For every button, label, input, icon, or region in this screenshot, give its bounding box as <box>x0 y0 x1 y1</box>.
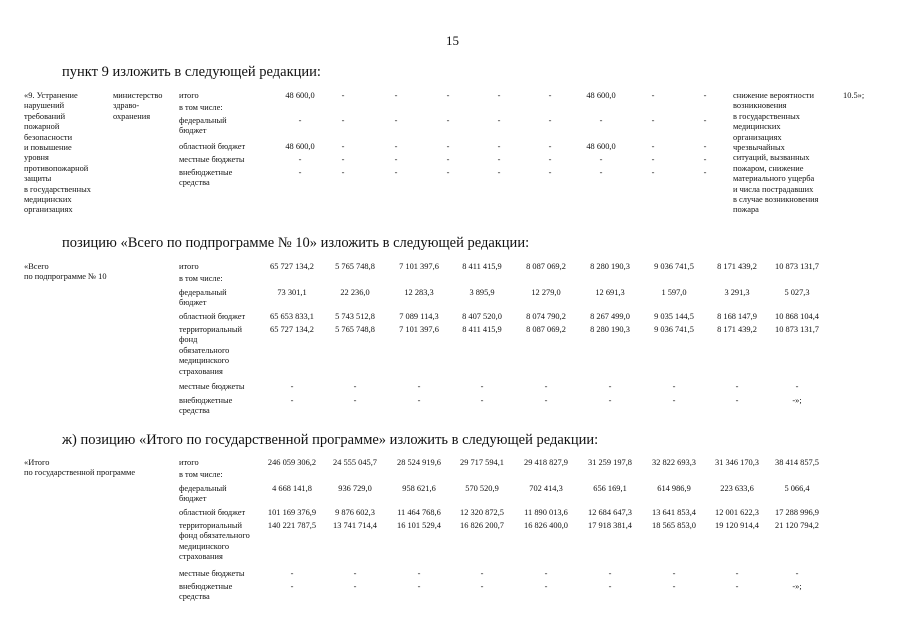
table-cell-value: 4 668 141,8 <box>272 484 312 493</box>
table-cell-value: 16 826 400,0 <box>524 521 568 530</box>
table-cell-value: - <box>290 396 294 405</box>
table-cell-value: - <box>480 569 484 578</box>
table-cell-value: - <box>599 155 603 164</box>
table-cell-value: 570 520,9 <box>465 484 499 493</box>
table-cell-value: - <box>735 396 739 405</box>
table-cell-value: - <box>353 396 357 405</box>
table-cell-value: - <box>446 116 450 125</box>
table-cell-value: - <box>341 91 345 100</box>
table-cell-value: - <box>651 116 655 125</box>
table-cell-value: - <box>341 142 345 151</box>
table-cell-value: 65 653 833,1 <box>270 312 314 321</box>
table-cell-value: 140 221 787,5 <box>267 521 317 530</box>
table-cell-value: 5 027,3 <box>784 288 810 297</box>
funding-source-label: федеральный бюджет <box>179 288 227 308</box>
table-cell-value: 9 876 602,3 <box>335 508 375 517</box>
page-number: 15 <box>446 33 459 48</box>
table-cell-value: - <box>548 116 552 125</box>
table-cell-value: 16 826 200,7 <box>460 521 504 530</box>
table-cell-value: - <box>394 116 398 125</box>
table-cell-value: 5 765 748,8 <box>335 262 375 271</box>
table-cell-value: - <box>353 382 357 391</box>
funding-source-label: итого <box>179 91 199 100</box>
table-cell-value: - <box>599 168 603 177</box>
table-cell-value: - <box>548 155 552 164</box>
table-cell-value: - <box>417 569 421 578</box>
table-cell-value: 9 036 741,5 <box>654 325 694 334</box>
table-cell-value: - <box>497 168 501 177</box>
funding-source-label: областной бюджет <box>179 508 246 517</box>
table-cell-value: 12 001 622,3 <box>715 508 759 517</box>
table-cell-value: 19 120 914,4 <box>715 521 759 530</box>
table-cell-value: 702 414,3 <box>529 484 563 493</box>
table-cell-value: - <box>672 382 676 391</box>
table-cell-value: - <box>341 116 345 125</box>
table-cell-value: 8 171 439,2 <box>717 262 757 271</box>
table-cell-value: 9 036 741,5 <box>654 262 694 271</box>
table-cell-value: 11 890 013,6 <box>524 508 568 517</box>
table-cell-value: 16 101 529,4 <box>397 521 441 530</box>
table-cell-value: - <box>672 569 676 578</box>
table-cell-value: 8 267 499,0 <box>590 312 630 321</box>
table-cell-value: 8 168 147,9 <box>717 312 757 321</box>
funding-source-label: территориальный фонд обязательного медицинского страхования <box>179 325 243 376</box>
table-cell-value: - <box>735 382 739 391</box>
table-cell-value: 48 600,0 <box>285 91 315 100</box>
table-cell-value: 12 691,3 <box>595 288 625 297</box>
funding-source-label: областной бюджет <box>179 142 246 151</box>
table-cell-value: 31 259 197,8 <box>588 458 632 467</box>
funding-source-label: областной бюджет <box>179 312 246 321</box>
table-cell-value: - <box>703 91 707 100</box>
table-cell-value: 8 280 190,3 <box>590 325 630 334</box>
table-cell-value: - <box>290 382 294 391</box>
table-cell-value: 8 074 790,2 <box>526 312 566 321</box>
table-cell-value: 48 600,0 <box>586 142 616 151</box>
table-cell-value: 10 873 131,7 <box>775 325 819 334</box>
table-cell-value: - <box>446 142 450 151</box>
item-9-result: снижение вероятности возникновения в государственных медицинских организациях чрезвычайных ситуаций, вызванных пожаром, снижение материального ущерба и числа пострадавших в случае возникновения пожара <box>733 91 819 215</box>
table-cell-value: 10 868 104,4 <box>775 312 819 321</box>
table-cell-value: - <box>608 382 612 391</box>
table-cell-value: 22 236,0 <box>340 288 370 297</box>
table-cell-value: - <box>544 582 548 591</box>
funding-source-label: в том числе: <box>179 103 223 112</box>
table-cell-value: 48 600,0 <box>285 142 315 151</box>
program-total-name: «Итого по государственной программе <box>24 458 136 478</box>
subprogram-10-name: «Всего по подпрограмме № 10 <box>24 262 107 282</box>
table-cell-value: 12 283,3 <box>404 288 434 297</box>
table-cell-value: 24 555 045,7 <box>333 458 377 467</box>
funding-source-label: внебюджетные средства <box>179 396 233 416</box>
table-cell-value: - <box>735 569 739 578</box>
table-cell-value: - <box>548 91 552 100</box>
table-cell-value: 8 411 415,9 <box>462 262 502 271</box>
table-cell-value: - <box>795 569 799 578</box>
table-cell-value: 8 087 069,2 <box>526 325 566 334</box>
table-cell-value: 11 464 768,6 <box>397 508 441 517</box>
table-cell-value: - <box>446 91 450 100</box>
table-cell-value: 12 279,0 <box>531 288 561 297</box>
table-cell-value: 7 089 114,3 <box>399 312 439 321</box>
funding-source-label: местные бюджеты <box>179 382 245 391</box>
table-cell-value: - <box>341 155 345 164</box>
item-9-indicator: 10.5»; <box>843 91 865 100</box>
table-cell-value: - <box>446 168 450 177</box>
table-cell-value: - <box>394 155 398 164</box>
table-cell-value: - <box>480 582 484 591</box>
section-heading-program-total: ж) позицию «Итого по государственной программе» изложить в следующей редакции: <box>62 432 599 448</box>
table-cell-value: 3 895,9 <box>469 288 495 297</box>
table-cell-value: 18 565 853,0 <box>652 521 696 530</box>
table-cell-value: 5 765 748,8 <box>335 325 375 334</box>
table-cell-value: 8 087 069,2 <box>526 262 566 271</box>
table-cell-value: 65 727 134,2 <box>270 262 314 271</box>
table-cell-value: 17 918 381,4 <box>588 521 632 530</box>
table-cell-value: 21 120 794,2 <box>775 521 819 530</box>
table-cell-value: - <box>672 582 676 591</box>
table-cell-value: 48 600,0 <box>586 91 616 100</box>
table-cell-value: - <box>298 168 302 177</box>
funding-source-label: итого <box>179 262 199 271</box>
table-cell-value: - <box>394 142 398 151</box>
table-cell-value: 17 288 996,9 <box>775 508 819 517</box>
table-cell-value: 5 066,4 <box>784 484 810 493</box>
table-cell-value: 29 717 594,1 <box>460 458 504 467</box>
table-cell-value: 614 986,9 <box>657 484 691 493</box>
table-cell-value: - <box>651 155 655 164</box>
table-cell-value: - <box>290 582 294 591</box>
table-cell-value: - <box>703 142 707 151</box>
table-cell-value: - <box>497 116 501 125</box>
table-cell-value: - <box>703 155 707 164</box>
table-cell-value: - <box>651 142 655 151</box>
table-cell-value: 12 684 647,3 <box>588 508 632 517</box>
table-cell-value: - <box>608 569 612 578</box>
table-cell-value: - <box>608 396 612 405</box>
table-cell-value: 8 407 520,0 <box>462 312 502 321</box>
table-cell-value: -»; <box>792 582 802 591</box>
table-cell-value: - <box>480 396 484 405</box>
table-cell-value: 101 169 376,9 <box>267 508 317 517</box>
section-heading-subprogram-10: позицию «Всего по подпрограмме № 10» изложить в следующей редакции: <box>62 235 530 251</box>
table-cell-value: - <box>298 155 302 164</box>
funding-source-label: внебюджетные средства <box>179 168 233 188</box>
table-cell-value: 936 729,0 <box>338 484 372 493</box>
table-cell-value: 31 346 170,3 <box>715 458 759 467</box>
table-cell-value: 65 727 134,2 <box>270 325 314 334</box>
table-cell-value: 9 035 144,5 <box>654 312 694 321</box>
table-cell-value: -»; <box>792 396 802 405</box>
funding-source-label: федеральный бюджет <box>179 484 227 504</box>
funding-source-label: в том числе: <box>179 274 223 283</box>
table-cell-value: - <box>480 382 484 391</box>
table-cell-value: 7 101 397,6 <box>399 325 439 334</box>
funding-source-label: итого <box>179 458 199 467</box>
table-cell-value: - <box>497 91 501 100</box>
table-cell-value: - <box>341 168 345 177</box>
table-cell-value: - <box>651 168 655 177</box>
table-cell-value: 38 414 857,5 <box>775 458 819 467</box>
table-cell-value: 958 621,6 <box>402 484 436 493</box>
table-cell-value: 8 411 415,9 <box>462 325 502 334</box>
section-heading-item-9: пункт 9 изложить в следующей редакции: <box>62 64 321 80</box>
table-cell-value: - <box>497 155 501 164</box>
table-cell-value: - <box>544 396 548 405</box>
funding-source-label: федеральный бюджет <box>179 116 227 136</box>
funding-source-label: территориальный фонд обязательного медицинского страхования <box>179 521 250 562</box>
funding-source-label: в том числе: <box>179 470 223 479</box>
table-cell-value: - <box>298 116 302 125</box>
funding-source-label: внебюджетные средства <box>179 582 233 602</box>
table-cell-value: 5 743 512,8 <box>335 312 375 321</box>
table-cell-value: 246 059 306,2 <box>267 458 317 467</box>
item-9-name: «9. Устранение нарушений требований пожарной безопасности и повышение уровня противопожарной защиты в государственных медицинских организациях <box>24 91 91 215</box>
table-cell-value: - <box>417 396 421 405</box>
table-cell-value: - <box>353 582 357 591</box>
table-cell-value: 13 741 714,4 <box>333 521 377 530</box>
table-cell-value: - <box>544 569 548 578</box>
table-cell-value: 73 301,1 <box>277 288 307 297</box>
table-cell-value: 32 822 693,3 <box>652 458 696 467</box>
table-cell-value: 1 597,0 <box>661 288 687 297</box>
table-cell-value: 10 873 131,7 <box>775 262 819 271</box>
table-cell-value: - <box>394 91 398 100</box>
table-cell-value: - <box>548 142 552 151</box>
table-cell-value: - <box>735 582 739 591</box>
table-cell-value: - <box>290 569 294 578</box>
table-cell-value: 7 101 397,6 <box>399 262 439 271</box>
table-cell-value: 13 641 853,4 <box>652 508 696 517</box>
table-cell-value: - <box>651 91 655 100</box>
table-cell-value: 656 169,1 <box>593 484 627 493</box>
item-9-executor: министерство здраво- охранения <box>113 91 163 121</box>
funding-source-label: местные бюджеты <box>179 155 245 164</box>
table-cell-value: 28 524 919,6 <box>397 458 441 467</box>
table-cell-value: - <box>608 582 612 591</box>
table-cell-value: - <box>599 116 603 125</box>
table-cell-value: 8 171 439,2 <box>717 325 757 334</box>
table-cell-value: - <box>394 168 398 177</box>
table-cell-value: - <box>795 382 799 391</box>
table-cell-value: 223 633,6 <box>720 484 754 493</box>
table-cell-value: - <box>446 155 450 164</box>
table-cell-value: 12 320 872,5 <box>460 508 504 517</box>
table-cell-value: - <box>703 116 707 125</box>
table-cell-value: - <box>353 569 357 578</box>
table-cell-value: - <box>417 382 421 391</box>
table-cell-value: - <box>672 396 676 405</box>
table-cell-value: - <box>703 168 707 177</box>
table-cell-value: 29 418 827,9 <box>524 458 568 467</box>
table-cell-value: - <box>544 382 548 391</box>
table-cell-value: - <box>548 168 552 177</box>
table-cell-value: - <box>417 582 421 591</box>
funding-source-label: местные бюджеты <box>179 569 245 578</box>
table-cell-value: 8 280 190,3 <box>590 262 630 271</box>
table-cell-value: - <box>497 142 501 151</box>
table-cell-value: 3 291,3 <box>724 288 750 297</box>
